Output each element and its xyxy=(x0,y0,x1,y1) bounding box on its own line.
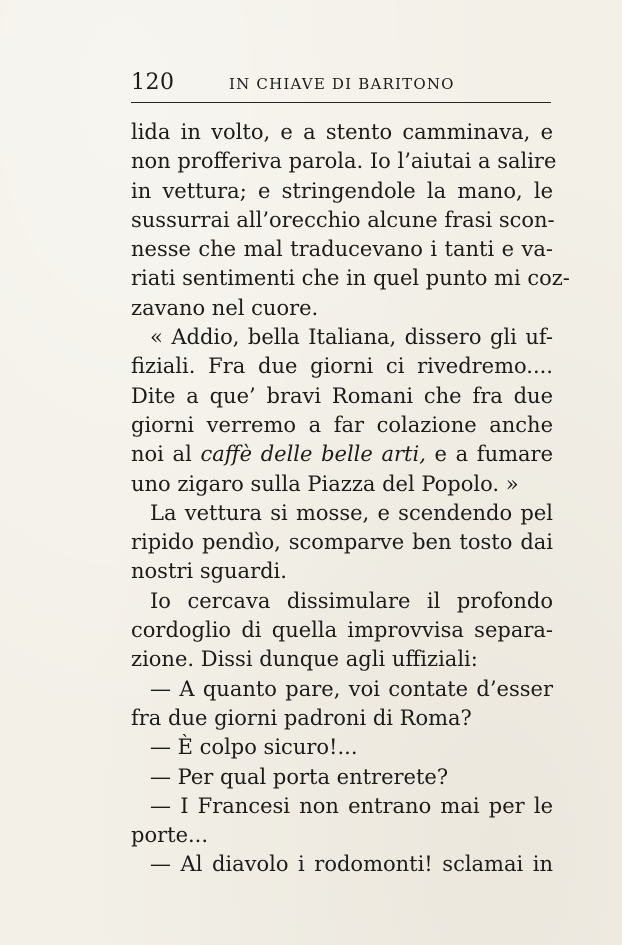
text-line: zavano nel cuore. xyxy=(131,295,319,320)
text-line-italic-mix xyxy=(131,440,553,469)
text-line: giorni verremo a far colazione anche xyxy=(131,412,553,437)
text-line: La vettura si mosse, e scendendo pel xyxy=(150,500,553,525)
text-line: lida in volto, e a stento camminava, e xyxy=(131,120,553,144)
text-line: « Addio, bella Italiana, dissero gli uf- xyxy=(150,325,553,350)
text-line: — I Francesi non entrano mai per le xyxy=(150,793,553,818)
text-line: zione. Dissi dunque agli uffiziali: xyxy=(131,647,478,672)
italic-text: caffè delle belle arti, xyxy=(200,442,426,467)
text-line: uno zigaro sulla Piazza del Popolo. » xyxy=(131,471,519,496)
text-line: Dite a que’ bravi Romani che fra due xyxy=(131,383,553,408)
running-title: IN CHIAVE DI BARITONO xyxy=(229,75,455,93)
text-line: fra due giorni padroni di Roma? xyxy=(131,705,472,730)
text-line: sussurrai all’orecchio alcune frasi scon- xyxy=(131,207,555,232)
body-text xyxy=(131,118,570,880)
text-line: — Al diavolo i rodomonti! sclamai in xyxy=(150,852,553,877)
text-line: nostri sguardi. xyxy=(131,559,287,584)
text-line: cordoglio di quella improvvisa separa- xyxy=(131,618,553,643)
text-line: riati sentimenti che in quel punto mi coz- xyxy=(131,266,570,291)
text-line: non profferiva parola. Io l’aiutai a salire xyxy=(131,149,557,174)
text-line: ripido pendìo, scomparve ben tosto dai xyxy=(131,530,553,555)
text-line: porte... xyxy=(131,823,209,848)
text-line: in vettura; e stringendole la mano, le xyxy=(131,178,553,203)
page-header xyxy=(131,70,551,100)
header-rule xyxy=(131,102,551,103)
text-line: fiziali. Fra due giorni ci rivedremo.... xyxy=(131,354,553,379)
text-line: — A quanto pare, voi contate d’esser xyxy=(150,676,553,701)
text-line: — Per qual porta entrerete? xyxy=(150,764,449,789)
text-line: — È colpo sicuro!... xyxy=(150,735,358,760)
text-segment: noi al xyxy=(131,442,201,467)
text-line: Io cercava dissimulare il profondo xyxy=(150,588,553,613)
text-line: nesse che mal traducevano i tanti e va- xyxy=(131,237,553,262)
page-number: 120 xyxy=(131,70,175,95)
text-segment: e a fumare xyxy=(425,442,553,467)
